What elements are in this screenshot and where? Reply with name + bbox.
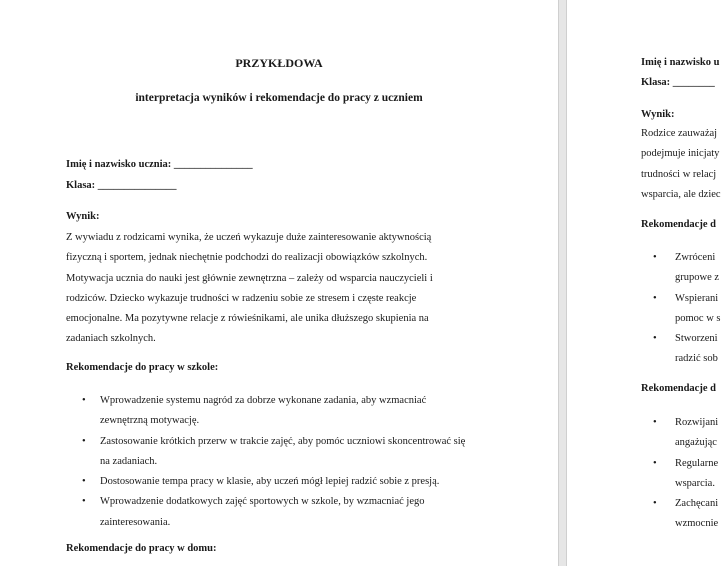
- school-recommendations-list: [66, 391, 546, 533]
- document-title: PRZYKŁDOWA: [235, 56, 323, 70]
- bullet-icon: •: [82, 395, 86, 406]
- result-paragraph: [66, 228, 433, 350]
- recommendations-heading: Rekomendacje d: [641, 383, 716, 394]
- bullet-icon: •: [82, 476, 86, 488]
- result-line: Motywacja ucznia do nauki jest głównie zewnętrzna – zależy od wsparcia nauczycieli i: [66, 272, 433, 284]
- result-heading: Wynik:: [641, 109, 675, 120]
- recommendations-list: [641, 248, 722, 370]
- bullet-icon: •: [653, 292, 657, 304]
- bullet-icon: •: [653, 252, 657, 263]
- class-label: Klasa: _______________: [66, 180, 177, 191]
- student-name-label: Imię i nazwisko u: [641, 57, 720, 68]
- school-recommendations-heading: Rekomendacje do pracy w szkole:: [66, 362, 219, 373]
- bullet-icon: •: [653, 417, 657, 428]
- result-line: Z wywiadu z rodzicami wynika, że uczeń wykazuje duże zainteresowanie aktywnością: [66, 232, 432, 243]
- bullet-icon: •: [653, 333, 657, 345]
- result-paragraph: [641, 124, 721, 205]
- bullet-icon: •: [653, 457, 657, 469]
- list-item: • Wprowadzenie dodatkowych zajęć sportowych w szkole, by wzmacniać jego zainteresowania.: [66, 492, 546, 533]
- list-item: • Wspierani pomoc w s: [641, 289, 722, 330]
- recommendations-heading: Rekomendacje d: [641, 219, 716, 230]
- list-item: • Regularne wsparcia.: [641, 454, 722, 495]
- list-item: • Dostosowanie tempa pracy w klasie, aby uczeń mógł lepiej radzić sobie z presją.: [66, 472, 546, 492]
- bullet-icon: •: [82, 435, 86, 447]
- bullet-icon: •: [82, 496, 86, 508]
- result-line: trudności w relacj: [641, 168, 717, 180]
- result-line: zadaniach szkolnych.: [66, 333, 156, 345]
- student-name-label: Imię i nazwisko ucznia: _______________: [66, 159, 253, 170]
- list-item: • Rozwijani angażując: [641, 413, 722, 454]
- class-label: Klasa: ________: [641, 77, 715, 88]
- result-line: rodziców. Dziecko wykazuje trudności w radzeniu sobie ze stresem i częste reakcje: [66, 292, 417, 304]
- list-item: • Stworzeni radzić sob: [641, 329, 722, 370]
- document-subtitle: interpretacja wyników i rekomendacje do pracy z uczniem: [135, 92, 423, 104]
- list-item: • Wprowadzenie systemu nagród za dobrze wykonane zadania, aby wzmacniać zewnętrzną motywację.: [66, 391, 546, 432]
- result-line: fizyczną i sportem, jednak niechętnie podchodzi do realizacji obowiązków szkolnych.: [66, 252, 428, 264]
- result-heading: Wynik:: [66, 211, 100, 222]
- result-line: wsparcia, ale dziec: [641, 188, 721, 200]
- recommendations-list: [641, 413, 722, 535]
- home-recommendations-heading: Rekomendacje do pracy w domu:: [66, 543, 217, 554]
- list-item: • Zwróceni grupowe z: [641, 248, 722, 289]
- list-item: • Zachęcani wzmocnie: [641, 494, 722, 535]
- result-line: podejmuje inicjaty: [641, 148, 720, 160]
- bullet-icon: •: [653, 498, 657, 510]
- list-item: • Zastosowanie krótkich przerw w trakcie zajęć, aby pomóc uczniowi skoncentrować się na zadaniach.: [66, 432, 546, 473]
- result-line: emocjonalne. Ma pozytywne relacje z rówieśnikami, ale unika dłuższego skupienia na: [66, 313, 429, 325]
- document-page-2: [566, 0, 722, 566]
- result-line: Rodzice zauważaj: [641, 128, 718, 139]
